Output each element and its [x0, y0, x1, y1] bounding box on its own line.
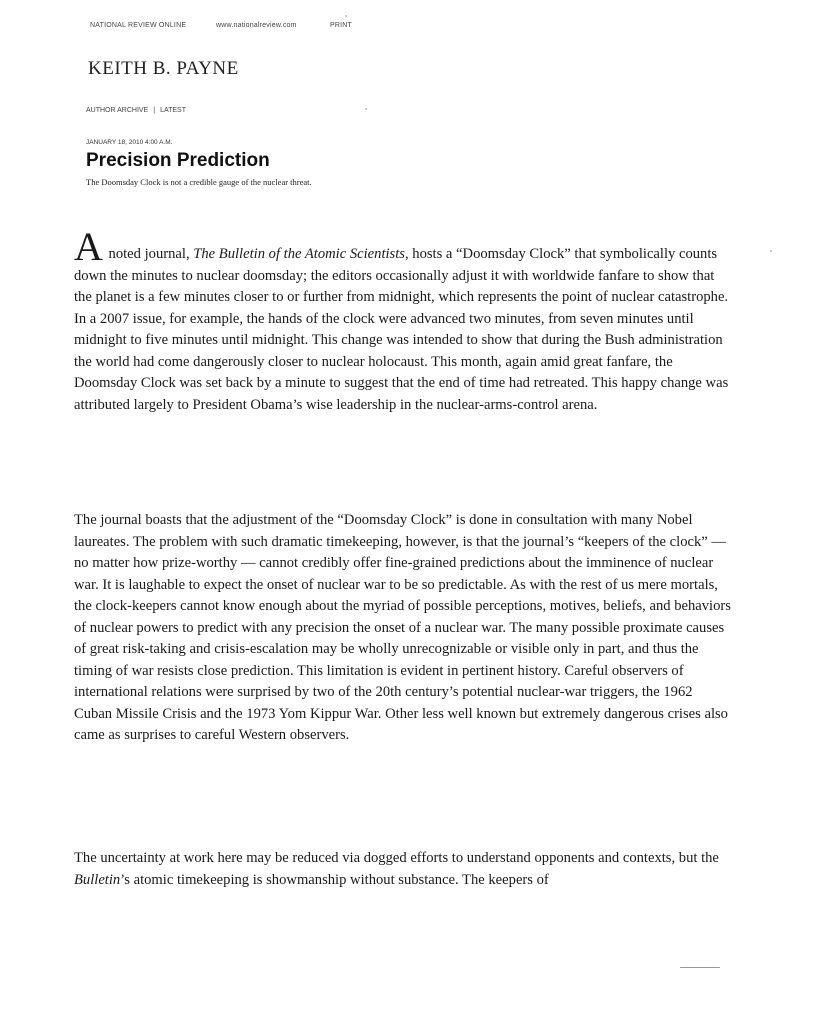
article-subtitle: The Doomsday Clock is not a credible gauge of the nuclear threat. — [86, 177, 312, 187]
latest-link[interactable]: LATEST — [160, 107, 186, 114]
article-paragraph-2: The journal boasts that the adjustment of the “Doomsday Clock” is done in consultation with many Nobel laureates. The problem with such dramatic timekeeping, however, is that the journal’s “keepers of the clock” — no matter how prize-worthy — cannot credibly offer fine-grained predictions about the imminence of nuclear war. It is laughable to expect the onset of nuclear war to be so predictable. As with the rest of us mere mortals, the clock-keepers cannot know enough about the myriad of possible perceptions, motives, beliefs, and behaviors of nuclear powers to predict with any precision the onset of a nuclear war. The many possible proximate causes of great risk-taking and crisis-escalation may be wholly unrecognizable or visible only in part, and thus the timing of war resists close prediction. This limitation is evident in pertinent history. Careful observers of international relations were surprised by two of the 20th century’s potential nuclear-war triggers, the 1962 Cuban Missile Crisis and the 1973 Yom Kippur War. Other less well known but extremely dangerous crises also came as surprises to careful Western observers. — [74, 512, 731, 743]
article-date: JANUARY 18, 2010 4:00 A.M. — [86, 139, 173, 146]
scan-artifact — [365, 108, 367, 110]
scan-artifact — [345, 15, 347, 17]
author-name: KEITH B. PAYNE — [88, 58, 239, 79]
article-paragraph-1: A noted journal, The Bulletin of the Atomic Scientists, hosts a “Doomsday Clock” that symbolically counts down the minutes to nuclear doomsday; the editors occasionally adjust it with worldwide fanfare to show that the planet is a few minutes closer to or further from midnight, which represents the point of nuclear catastrophe. In a 2007 issue, for example, the hands of the clock were advanced two minutes, from seven minutes until midnight to five minutes until midnight. This change was intended to show that during the Bush administration the world had come dangerously closer to nuclear holocaust. This month, again amid great fanfare, the Doomsday Clock was set back by a minute to suggest that the end of time had retreated. This happy change was attributed largely to President Obama’s wise leadership in the nuclear-arms-control arena. — [74, 224, 729, 413]
drop-cap: A — [74, 224, 103, 269]
author-archive-link[interactable]: AUTHOR ARCHIVE — [86, 107, 149, 114]
nav-separator: | — [153, 107, 156, 114]
journal-title: The Bulletin of the Atomic Scientists — [193, 246, 405, 262]
author-nav — [86, 107, 186, 114]
scan-artifact — [680, 967, 720, 968]
publication-name: NATIONAL REVIEW ONLINE — [90, 22, 187, 29]
scan-artifact — [770, 250, 772, 252]
article-title: Precision Prediction — [86, 150, 270, 171]
print-label[interactable]: PRINT — [330, 22, 352, 29]
bulletin-italic: Bulletin — [74, 871, 121, 888]
article-paragraph-3: The uncertainty at work here may be reduced via dogged efforts to understand opponents and contexts, but the Bulletin’s atomic timekeeping is showmanship without substance. The keepers of — [74, 850, 719, 888]
publication-url[interactable]: www.nationalreview.com — [216, 22, 297, 29]
